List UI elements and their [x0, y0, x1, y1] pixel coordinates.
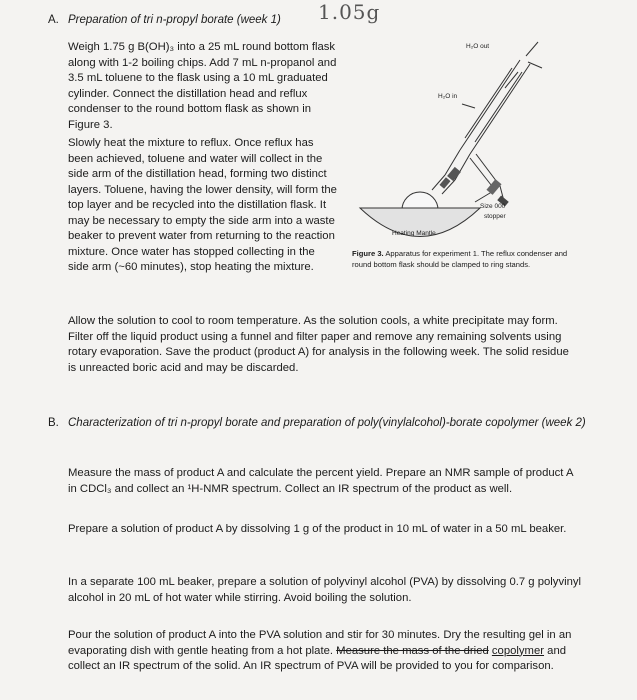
section-b-paragraph-3: In a separate 100 mL beaker, prepare a solution of polyvinyl alcohol (PVA) by dissolving 0.7 g polyvinyl alcohol in 20 mL of hot water while stirring. Avoid boiling the solution.	[68, 576, 582, 604]
h2o-out-label: H₂O out	[466, 43, 490, 50]
section-b-paragraph-4	[68, 628, 584, 675]
section-a-title: Preparation of tri n-propyl borate (week 1)	[68, 14, 281, 26]
section-b-title: Characterization of tri n-propyl borate and preparation of poly(vinylalcohol)-borate copolymer (week 2)	[68, 417, 586, 429]
section-b-paragraph-2: Prepare a solution of product A by dissolving 1 g of the product in 10 mL of water in a 50 mL beaker.	[68, 523, 567, 535]
figure-caption-bold: Figure 3.	[352, 249, 384, 258]
section-a-paragraph-1: Weigh 1.75 g B(OH)₃ into a 25 mL round bottom flask along with 1-2 boiling chips. Add 7 mL n-propanol and 3.5 mL toluene to the flask using a 10 mL graduated cylinder. Connect the distillation head and reflux condenser to the round bottom flask as shown in Figure 3.	[68, 41, 337, 131]
section-a-paragraph-2: Slowly heat the mixture to reflux. Once reflux has been achieved, toluene and water will collect in the side arm of the distillation head, forming two distinct layers. Toluene, having the lower density, will form the top layer and be recycled into the distillation flask. It may be necessary to empty the side arm into a waste beaker to prevent water from returning to the reaction mixture. Once water has stopped collecting in the side arm (~60 minutes), stop heating the mixture.	[68, 137, 337, 273]
section-a-letter: A.	[48, 14, 59, 26]
h2o-in-label: H₂O in	[438, 93, 458, 100]
section-a-paragraph-3: Allow the solution to cool to room temperature. As the solution cools, a white precipitate may form. Filter off the liquid product using a funnel and filter paper and remove any remaining solvents using rotary evaporation. Save the product (product A) for analysis in the following week. The solid residue is unreacted boric acid and may be discarded.	[68, 315, 569, 374]
paragraph-4-end: and collect an IR spectrum of the solid. An IR spectrum of PVA will be provided to you for comparison.	[68, 644, 567, 672]
struck-text: Measure the mass of the dried	[336, 644, 489, 657]
section-b-letter: B.	[48, 417, 59, 429]
section-b-paragraph-1: Measure the mass of product A and calculate the percent yield. Prepare an NMR sample of product A in CDCl₃ and collect an ¹H-NMR spectrum. Collect an IR spectrum of the product as well.	[68, 467, 573, 495]
stopper-label: Size 000 stopper	[480, 203, 506, 220]
handwritten-note: 1.05g	[318, 0, 381, 24]
figure-3-caption	[352, 248, 572, 270]
figure-3-apparatus	[350, 30, 590, 250]
apparatus-diagram	[350, 30, 590, 250]
section-b-heading	[48, 416, 588, 431]
heating-mantle-label: Heating Mantle	[392, 230, 436, 237]
section-a-heading	[48, 14, 281, 26]
paragraph-4-start: Pour the solution of product A into the PVA solution and stir for 30 minutes. Dry the resulting gel in an evaporating dish with gentle heating from a hot plate.	[68, 629, 572, 657]
underlined-word: copolymer	[491, 644, 545, 657]
figure-caption-text: Apparatus for experiment 1. The reflux condenser and round bottom flask should be clamped to ring stands.	[352, 249, 568, 269]
